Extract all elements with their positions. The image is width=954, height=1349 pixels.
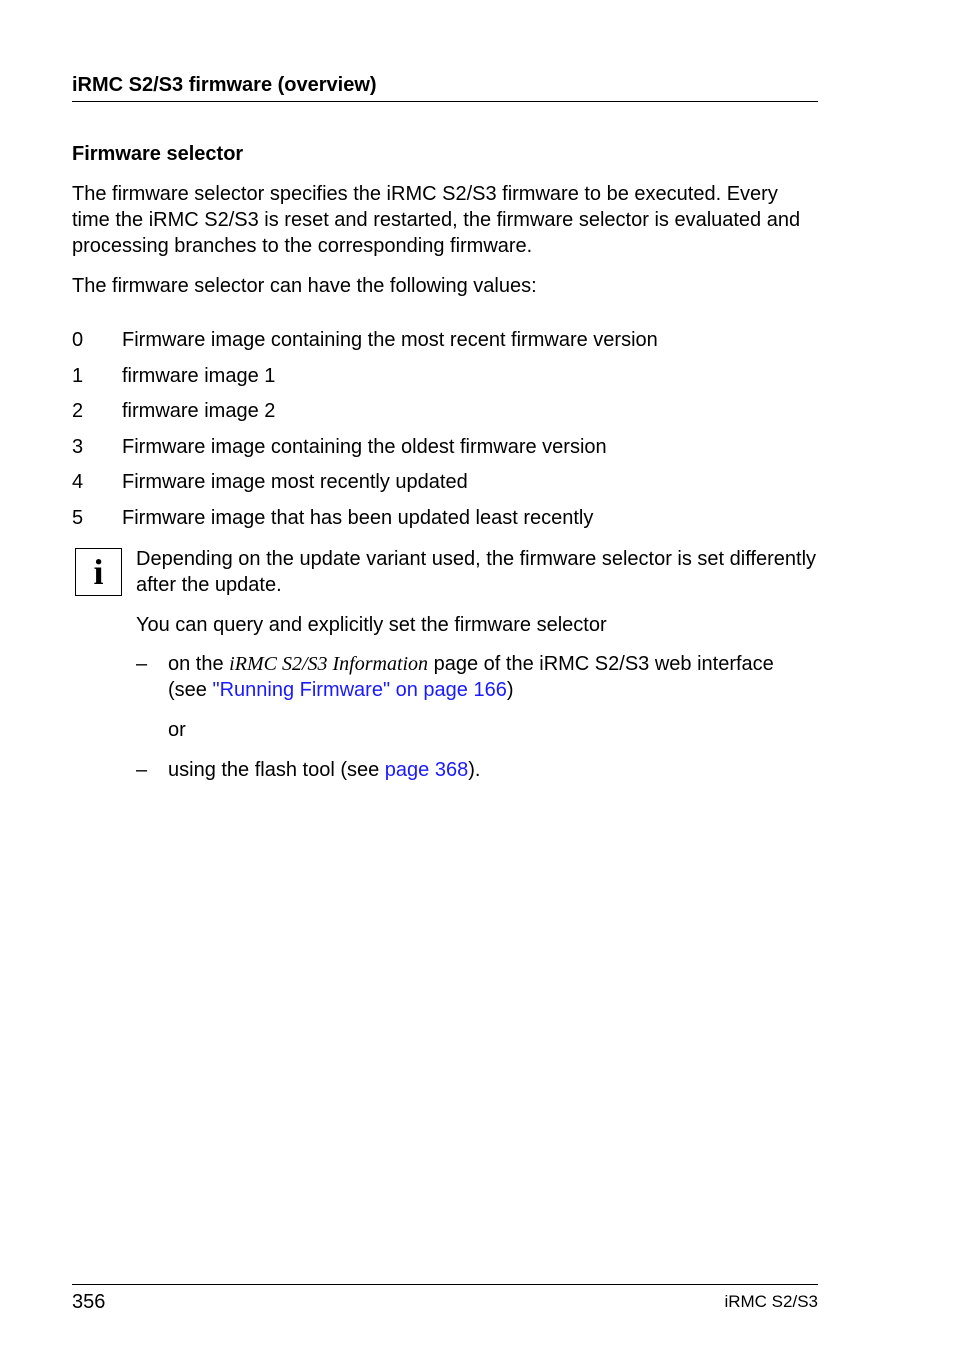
item-prefix: on the bbox=[168, 653, 230, 675]
value-description: Firmware image that has been updated least recently bbox=[122, 506, 594, 529]
dash-bullet: – bbox=[136, 759, 148, 781]
page-368-link[interactable]: page 368 bbox=[384, 759, 469, 781]
list-item bbox=[72, 434, 818, 470]
item-prefix: using the flash tool (see bbox=[168, 759, 385, 781]
info-icon bbox=[75, 548, 122, 596]
intro-paragraph: The firmware selector specifies the iRMC S2/S3 firmware to be executed. Every time the iRMC S2/S3 is reset and restarted, the firmware selector is evaluated and processing branches to the corresponding firmware. bbox=[72, 183, 801, 257]
value-number: 3 bbox=[72, 435, 84, 458]
value-description: Firmware image containing the most recent firmware version bbox=[122, 329, 658, 351]
section-heading: Firmware selector bbox=[72, 143, 244, 165]
value-description: firmware image 1 bbox=[122, 364, 276, 387]
dash-bullet: – bbox=[136, 653, 148, 675]
note-list-item-text bbox=[168, 757, 480, 783]
value-description: Firmware image containing the oldest firmware version bbox=[122, 435, 607, 458]
info-icon-glyph: i bbox=[93, 552, 104, 592]
selector-values-list bbox=[72, 327, 818, 540]
page-name-italic: iRMC S2/S3 Information bbox=[229, 653, 429, 675]
list-item bbox=[72, 469, 818, 505]
list-item bbox=[72, 327, 818, 363]
footer-product-name: iRMC S2/S3 bbox=[724, 1292, 818, 1311]
running-firmware-link[interactable]: "Running Firmware" on page 166 bbox=[212, 679, 507, 701]
note-paragraph-2: You can query and explicitly set the firmware selector bbox=[136, 614, 607, 636]
note-list-item-flash-tool bbox=[136, 757, 818, 783]
header-rule bbox=[72, 101, 818, 102]
page-number: 356 bbox=[72, 1291, 106, 1313]
footer-rule bbox=[72, 1284, 818, 1285]
note-list-item-web-interface bbox=[136, 651, 818, 703]
values-lead-paragraph: The firmware selector can have the following values: bbox=[72, 275, 537, 297]
value-description: firmware image 2 bbox=[122, 400, 276, 422]
note-list-item-text bbox=[168, 651, 818, 703]
value-number: 5 bbox=[72, 506, 84, 529]
item-middle: page of the iRMC S2/S3 web interface (see bbox=[168, 653, 774, 701]
item-suffix: ) bbox=[506, 679, 514, 701]
value-number: 4 bbox=[72, 471, 84, 493]
running-header-title: iRMC S2/S3 firmware (overview) bbox=[72, 74, 377, 96]
item-suffix: ). bbox=[468, 759, 481, 781]
value-description: Firmware image most recently updated bbox=[122, 471, 468, 493]
list-item bbox=[72, 398, 818, 434]
list-item bbox=[72, 363, 818, 399]
note-paragraph-1: Depending on the update variant used, the firmware selector is set differently after the update. bbox=[136, 548, 817, 596]
value-number: 0 bbox=[72, 329, 84, 351]
value-number: 2 bbox=[72, 400, 84, 422]
or-text: or bbox=[168, 719, 186, 741]
list-item bbox=[72, 505, 818, 541]
value-number: 1 bbox=[72, 364, 84, 387]
